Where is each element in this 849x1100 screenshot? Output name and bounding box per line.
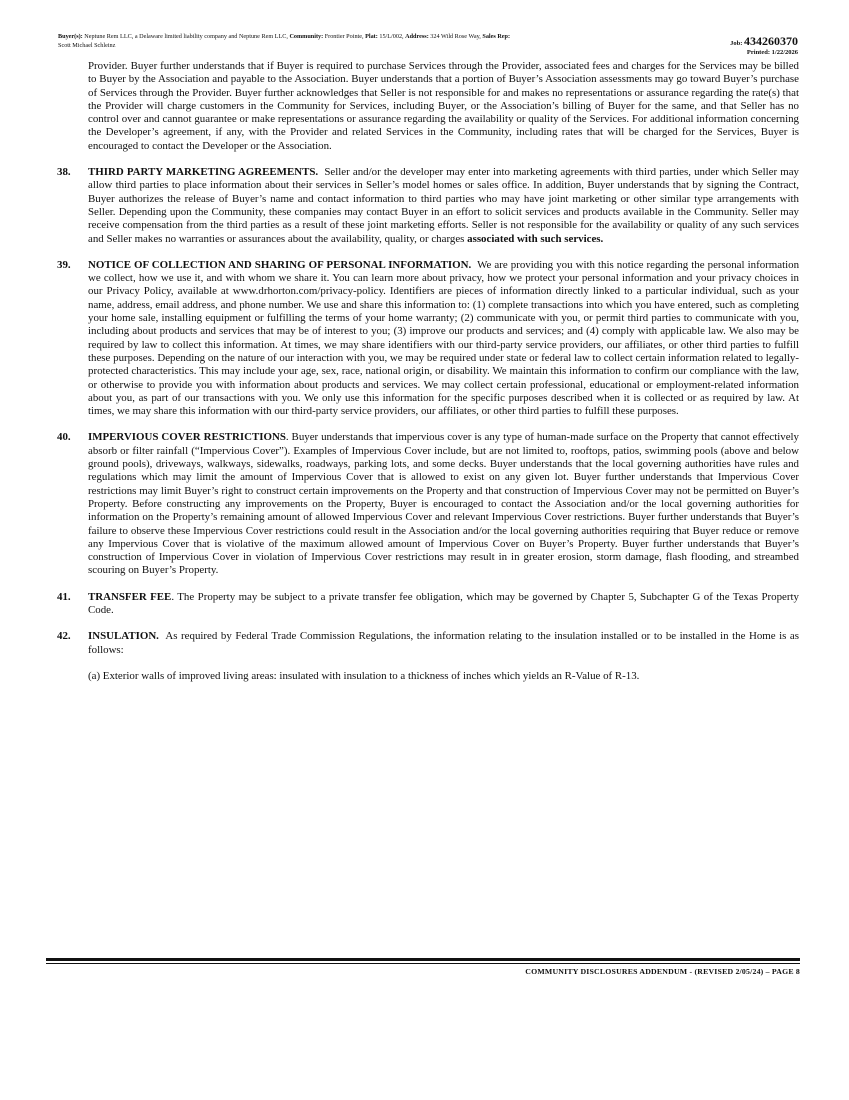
- document-header: [58, 32, 798, 62]
- buyer-value: Neptune Rem LLC, a Delaware limited liability company and Neptune Rem LLC,: [84, 33, 288, 40]
- job-label: Job:: [730, 40, 743, 47]
- section-text: We are providing you with this notice regarding the personal information we collect, how we use it, and with whom we share it. You can learn more about privacy, how we protect your personal information and your privacy choices in our Privacy Policy, available at www.drhorton.com/privacy-policy. Identifiers are pieces of information directly linked to a particular individual, such as your name, address, email address, and phone number. We use and share this information to: (1) complete transactions into which you have entered, such as completing your home sale, installing equipment or fulfilling the terms of your home warranty; (2) communicate with you, or permit third parties to communicate with you, including about products and services that may be of interest to you; (3) improve our products and services; and (4) comply with applicable law. We also may be required by law to collect this information. At times, we may share identifiers with our third-party service providers, our affiliates, or other third parties to fulfill these purposes. Depending on the nature of our interaction with you, we may be required under state or federal law to collect certain information related to legally-protected characteristics. This may include your age, sex, race, national origin, or disability. We maintain this information to confirm our compliance with the law, or otherwise to provide you with information about products and services. We may collect certain professional, educational or employment-related information about you, as part of our transactions with you. We only use this information for the specific purposes described when it is collected or as required by law. At times, we may share this information with our third-party service providers, our affiliates, or other third parties to fulfill these purposes.: [88, 258, 800, 418]
- section-body: [88, 630, 799, 657]
- section-text: . Buyer understands that impervious cover is any type of human-made surface on the Property that cannot effectively absorb or filter rainfall (“Impervious Cover”). Examples of Impervious Cover include, but are not limited to, rooftops, patios, swimming pools (above and below ground pools), driveways, walkways, sidewalks, roadways, parking lots, and some decks. Buyer understands that the local governing authorities have rules and regulations which may limit the amount of Impervious Cover that is allowed to exist on any given lot. Buyer further understands that Impervious Cover restrictions may limit Buyer’s right to construct certain improvements on the Property and that construction of Impervious Cover may not be permitted on Buyer’s Property. Before constructing any improvements on the Property, Buyer is encouraged to contact the Association and/or the local governing authorities for information on the Property’s remaining amount of allowed Impervious Cover and relevant Impervious Cover restrictions. Buyer further understands that Buyer’s failure to observe these Impervious Cover restrictions could result in the Association and/or the local governing authorities requiring that Buyer reduce or remove any Impervious Cover that is violative of the maximum allowed amount of Impervious Cover on Buyer’s Property. Buyer further understands that Buyer’s construction of Impervious Cover in violation of Impervious Cover restrictions may result in in greater erosion, storm damage, flash flooding, and streambed scouring on Buyer’s Property.: [88, 431, 800, 577]
- address-value: 324 Wild Rose Way,: [430, 33, 481, 40]
- salesrep-label: Sales Rep:: [482, 33, 511, 40]
- address-label: Address:: [405, 33, 429, 40]
- section-39: [57, 259, 799, 419]
- section-title: TRANSFER FEE: [88, 590, 172, 603]
- salesrep-value: Scott Michael Schleinz: [58, 42, 116, 49]
- job-number: 434260370: [744, 34, 798, 48]
- section-text: Seller and/or the developer may enter into marketing agreements with third parties, under which Seller may allow third parties to place information about their services in Seller’s model homes or sales office. In addition, Buyer understands that by signing the Contract, Buyer authorizes the release of Buyer’s name and contact information to third parties who may have joint marketing or other similar type arrangements with Seller. Depending upon the Community, these companies may contact Buyer in an effort to solicit services and products available in the Community. Seller may receive compensation from the third parties as a result of these joint marketing efforts. Seller is not responsible for the availability or quality of any such services and Seller makes no warranties or assurances about the availability, quality, or charges: [88, 166, 799, 245]
- document-body: [57, 60, 799, 683]
- printed-date: Printed: 1/22/2026: [746, 49, 798, 56]
- section-body: [88, 431, 799, 577]
- page-footer: COMMUNITY DISCLOSURES ADDENDUM - (REVISED 2/05/24) – PAGE 8: [525, 967, 800, 976]
- section-38: [57, 166, 799, 246]
- section-42: [57, 630, 799, 657]
- section-title: NOTICE OF COLLECTION AND SHARING OF PERSONAL INFORMATION.: [88, 258, 472, 271]
- header-parties: [58, 32, 698, 50]
- section-number: 39.: [57, 258, 71, 271]
- intro-paragraph: Provider. Buyer further understands that if Buyer is required to purchase Services through the Provider, associated fees and charges for the Services may be billed to Buyer by the Association and payable to the Association. Buyer understands that a portion of Buyer’s Association assessments may go toward Buyer’s purchase of Services through the Provider. Buyer further acknowledges that Seller is not responsible for and makes no representations or assurance regarding the rate(s) that the Provider will charge customers in the Community for Services, including Buyer, or the Association’s billing of Buyer for the same, and that Seller has no control over and cannot guarantee or make representations or assurance regarding the availability or quality of the Services. For additional information concerning the Developer’s agreement, if any, with the Provider and related Services in the Community, including rates that will be charged for the Services, Buyer is encouraged to contact the Developer or the Association.: [88, 60, 799, 152]
- section-number: 42.: [57, 630, 71, 643]
- job-row: [730, 34, 798, 49]
- insulation-subitem-a: (a) Exterior walls of improved living areas: insulated with insulation to a thickness of inches which yields an R-Value of R-13.: [88, 669, 640, 682]
- section-body: [88, 259, 799, 419]
- section-body: [88, 166, 799, 246]
- plat-value: 15/L/002,: [379, 33, 404, 40]
- section-40: [57, 431, 799, 577]
- section-number: 41.: [57, 590, 71, 603]
- footer-divider-thick: [46, 958, 800, 961]
- footer-divider-thin: [46, 963, 800, 964]
- plat-label: Plat:: [365, 33, 378, 40]
- section-number: 40.: [57, 431, 71, 444]
- section-number: 38.: [57, 166, 71, 179]
- section-body: [88, 591, 799, 618]
- section-title: IMPERVIOUS COVER RESTRICTIONS: [88, 431, 286, 444]
- section-text-bold-tail: associated with such services.: [467, 232, 604, 245]
- section-text: . The Property may be subject to a private transfer fee obligation, which may be governed by Chapter 5, Subchapter G of the Texas Property Code.: [88, 590, 799, 616]
- section-title: THIRD PARTY MARKETING AGREEMENTS.: [88, 166, 319, 179]
- community-value: Frontier Pointe,: [324, 33, 364, 40]
- section-41: [57, 591, 799, 618]
- buyer-label: Buyer(s):: [58, 33, 83, 40]
- community-label: Community:: [289, 33, 324, 40]
- header-job-info: [730, 34, 798, 56]
- section-text: As required by Federal Trade Commission Regulations, the information relating to the insulation installed or to be installed in the Home is as follows:: [88, 630, 799, 656]
- section-title: INSULATION.: [88, 630, 159, 643]
